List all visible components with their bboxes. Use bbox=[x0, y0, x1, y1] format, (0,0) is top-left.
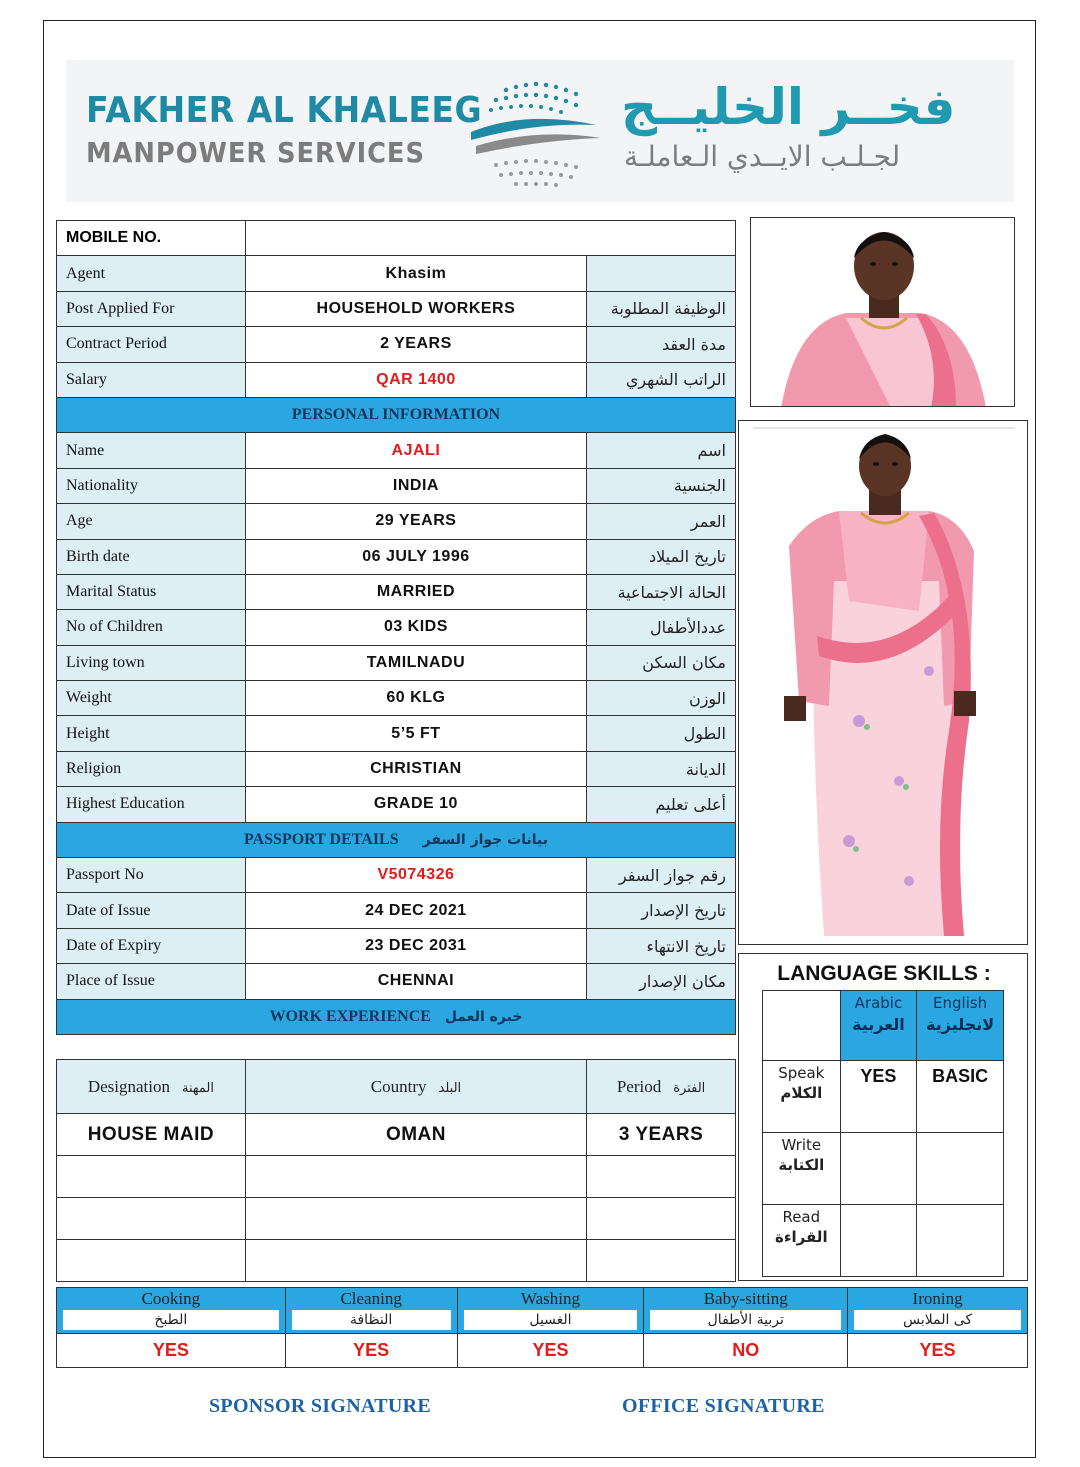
row-value: 03 KIDS bbox=[245, 610, 586, 645]
work-header-period bbox=[587, 1060, 736, 1114]
skill-value: YES bbox=[57, 1334, 286, 1368]
row-value: QAR 1400 bbox=[245, 362, 586, 397]
empty-cell bbox=[245, 1198, 586, 1240]
row-label: Date of Issue bbox=[57, 893, 246, 928]
row-value: CHENNAI bbox=[245, 964, 586, 999]
row-label-arabic: الوزن bbox=[587, 681, 736, 716]
language-column-arabic bbox=[840, 991, 917, 1061]
portrait-image bbox=[751, 218, 1015, 407]
candidate-full-photo bbox=[738, 420, 1028, 945]
row-label-arabic: مدة العقد bbox=[587, 327, 736, 362]
label-en: Read bbox=[782, 1208, 821, 1226]
section-title-ar: بيانات جواز السفر bbox=[422, 831, 548, 848]
work-header-country bbox=[245, 1060, 586, 1114]
skill-value: YES bbox=[848, 1334, 1028, 1368]
row-label: Religion bbox=[57, 751, 246, 786]
section-header-personal bbox=[57, 397, 736, 432]
skill-value: NO bbox=[644, 1334, 848, 1368]
row-value: GRADE 10 bbox=[245, 787, 586, 822]
info-row bbox=[57, 504, 736, 539]
column-en: English bbox=[933, 994, 988, 1012]
label-ar: الكلام bbox=[780, 1084, 823, 1102]
row-label-arabic: تاريخ الميلاد bbox=[587, 539, 736, 574]
section-header-passport bbox=[57, 822, 736, 857]
skills-table bbox=[56, 1287, 1028, 1368]
info-row bbox=[57, 964, 736, 999]
row-label-arabic bbox=[587, 256, 736, 291]
skill-name-arabic: النظافة bbox=[292, 1310, 451, 1330]
row-label-arabic: الجنسية bbox=[587, 468, 736, 503]
row-label: Age bbox=[57, 504, 246, 539]
row-value: CHRISTIAN bbox=[245, 751, 586, 786]
english-level: BASIC bbox=[917, 1061, 1004, 1133]
language-row-write bbox=[763, 1133, 1004, 1205]
info-row bbox=[57, 751, 736, 786]
row-label: Living town bbox=[57, 645, 246, 680]
mobile-value bbox=[245, 221, 735, 256]
label-en: Speak bbox=[778, 1064, 825, 1082]
header-ar: الفترة bbox=[673, 1080, 706, 1096]
info-row bbox=[57, 610, 736, 645]
row-label-arabic: تاريخ الانتهاء bbox=[587, 928, 736, 963]
empty-cell bbox=[245, 1240, 586, 1282]
language-skills-title: LANGUAGE SKILLS : bbox=[777, 962, 991, 985]
header-ar: المهنة bbox=[182, 1080, 214, 1096]
row-label-arabic: مكان الإصدار bbox=[587, 964, 736, 999]
brand-name-arabic: فخــر الخليــج bbox=[621, 78, 956, 136]
skill-name: Baby-sitting bbox=[703, 1289, 788, 1308]
skill-header bbox=[644, 1288, 848, 1334]
row-value: HOUSEHOLD WORKERS bbox=[245, 291, 586, 326]
section-header-work bbox=[57, 999, 736, 1034]
row-value: INDIA bbox=[245, 468, 586, 503]
header-en: Period bbox=[616, 1076, 662, 1096]
row-value: MARRIED bbox=[245, 574, 586, 609]
label-ar: القراءة bbox=[775, 1228, 828, 1246]
row-label: No of Children bbox=[57, 610, 246, 645]
row-value: 60 KLG bbox=[245, 681, 586, 716]
full-body-image bbox=[739, 421, 1028, 945]
skill-name: Ironing bbox=[912, 1289, 963, 1308]
language-header-row bbox=[763, 991, 1004, 1061]
info-row bbox=[57, 468, 736, 503]
table-row bbox=[57, 1114, 736, 1156]
row-label-arabic: اسم bbox=[587, 433, 736, 468]
skill-name-arabic: الطبخ bbox=[63, 1310, 279, 1330]
section-title bbox=[57, 999, 736, 1034]
info-row bbox=[57, 893, 736, 928]
row-value: 06 JULY 1996 bbox=[245, 539, 586, 574]
language-skills-table bbox=[762, 990, 1004, 1277]
section-title-ar: خبره العمل bbox=[444, 1008, 523, 1025]
language-row-speak bbox=[763, 1061, 1004, 1133]
office-signature-label: OFFICE SIGNATURE bbox=[622, 1395, 825, 1417]
row-label: Salary bbox=[57, 362, 246, 397]
row-value: AJALI bbox=[245, 433, 586, 468]
table-row bbox=[57, 1240, 736, 1282]
row-label: Date of Expiry bbox=[57, 928, 246, 963]
empty-cell bbox=[57, 1156, 246, 1198]
skill-header bbox=[848, 1288, 1028, 1334]
row-label-arabic: تاريخ الإصدار bbox=[587, 893, 736, 928]
section-title: PERSONAL INFORMATION bbox=[57, 397, 736, 432]
work-period: 3 YEARS bbox=[587, 1114, 736, 1156]
row-label-arabic: الطول bbox=[587, 716, 736, 751]
empty-cell bbox=[57, 1240, 246, 1282]
row-value: TAMILNADU bbox=[245, 645, 586, 680]
arabic-level: YES bbox=[840, 1061, 917, 1133]
company-logo-icon bbox=[466, 70, 606, 195]
info-row bbox=[57, 928, 736, 963]
mobile-label: MOBILE NO. bbox=[57, 221, 246, 256]
row-label: Place of Issue bbox=[57, 964, 246, 999]
section-title-en: PASSPORT DETAILS bbox=[244, 830, 399, 848]
row-label-arabic: الديانة bbox=[587, 751, 736, 786]
section-title-en: WORK EXPERIENCE bbox=[269, 1007, 431, 1025]
column-ar: لانجليزية bbox=[926, 1015, 995, 1034]
work-experience-table bbox=[56, 1059, 736, 1282]
english-level bbox=[917, 1205, 1004, 1277]
row-label: Marital Status bbox=[57, 574, 246, 609]
row-value: Khasim bbox=[245, 256, 586, 291]
table-row bbox=[57, 1198, 736, 1240]
info-row bbox=[57, 362, 736, 397]
row-value: 5’5 FT bbox=[245, 716, 586, 751]
brand-subtitle-arabic: لجـلـب الايــدي الـعاملـة bbox=[624, 140, 901, 173]
row-label bbox=[763, 1061, 841, 1133]
info-row bbox=[57, 327, 736, 362]
skill-name: Washing bbox=[520, 1289, 580, 1308]
skill-name: Cooking bbox=[141, 1289, 201, 1308]
row-label-arabic: العمر bbox=[587, 504, 736, 539]
candidate-portrait-photo bbox=[750, 217, 1015, 407]
row-label bbox=[763, 1205, 841, 1277]
row-label: Weight bbox=[57, 681, 246, 716]
label-en: Write bbox=[781, 1136, 822, 1154]
skills-value-row bbox=[57, 1334, 1028, 1368]
skill-header bbox=[457, 1288, 644, 1334]
language-column-english bbox=[917, 991, 1004, 1061]
row-value: 23 DEC 2031 bbox=[245, 928, 586, 963]
row-label: Nationality bbox=[57, 468, 246, 503]
info-row bbox=[57, 716, 736, 751]
skill-name-arabic: تربية الأطفال bbox=[650, 1310, 841, 1330]
column-en: Arabic bbox=[854, 994, 903, 1012]
english-level bbox=[917, 1133, 1004, 1205]
arabic-level bbox=[840, 1205, 917, 1277]
column-ar: العربية bbox=[852, 1015, 905, 1034]
row-label-arabic: أعلى تعليم bbox=[587, 787, 736, 822]
mobile-row bbox=[57, 221, 736, 256]
skills-header-row bbox=[57, 1288, 1028, 1334]
info-row bbox=[57, 539, 736, 574]
header-en: Designation bbox=[87, 1076, 170, 1096]
empty-cell bbox=[763, 991, 841, 1061]
language-row-read bbox=[763, 1205, 1004, 1277]
sponsor-signature-label: SPONSOR SIGNATURE bbox=[209, 1395, 431, 1417]
table-row bbox=[57, 1156, 736, 1198]
skill-name: Cleaning bbox=[340, 1289, 402, 1308]
header-ar: البلد bbox=[438, 1080, 462, 1096]
brand-name: FAKHER AL KHALEEG bbox=[86, 90, 483, 131]
row-label: Contract Period bbox=[57, 327, 246, 362]
row-label-arabic: رقم جواز السفر bbox=[587, 858, 736, 893]
info-row bbox=[57, 858, 736, 893]
info-row bbox=[57, 256, 736, 291]
row-value: 29 YEARS bbox=[245, 504, 586, 539]
row-label: Agent bbox=[57, 256, 246, 291]
skill-name-arabic: كى الملابس bbox=[854, 1310, 1021, 1330]
skill-header bbox=[57, 1288, 286, 1334]
row-label: Birth date bbox=[57, 539, 246, 574]
row-label bbox=[763, 1133, 841, 1205]
info-row bbox=[57, 787, 736, 822]
skill-header bbox=[285, 1288, 457, 1334]
row-value: V5074326 bbox=[245, 858, 586, 893]
skill-value: YES bbox=[457, 1334, 644, 1368]
row-label: Name bbox=[57, 433, 246, 468]
row-label: Highest Education bbox=[57, 787, 246, 822]
row-label-arabic: الراتب الشهري bbox=[587, 362, 736, 397]
work-header-row bbox=[57, 1060, 736, 1114]
info-row bbox=[57, 291, 736, 326]
skill-value: YES bbox=[285, 1334, 457, 1368]
row-label: Height bbox=[57, 716, 246, 751]
empty-cell bbox=[587, 1240, 736, 1282]
empty-cell bbox=[587, 1156, 736, 1198]
row-value: 24 DEC 2021 bbox=[245, 893, 586, 928]
row-label-arabic: مكان السكن bbox=[587, 645, 736, 680]
work-header-designation bbox=[57, 1060, 246, 1114]
info-row bbox=[57, 681, 736, 716]
candidate-info-table bbox=[56, 220, 736, 1035]
section-title bbox=[57, 822, 736, 857]
empty-cell bbox=[57, 1198, 246, 1240]
row-label-arabic: الوظيفة المطلوبة bbox=[587, 291, 736, 326]
info-row bbox=[57, 433, 736, 468]
row-label: Post Applied For bbox=[57, 291, 246, 326]
label-ar: الكتابة bbox=[778, 1156, 825, 1174]
row-label-arabic: الحالة الاجتماعية bbox=[587, 574, 736, 609]
info-row bbox=[57, 574, 736, 609]
brand-subtitle: MANPOWER SERVICES bbox=[86, 136, 425, 169]
empty-cell bbox=[587, 1198, 736, 1240]
header-en: Country bbox=[370, 1076, 427, 1096]
row-label: Passport No bbox=[57, 858, 246, 893]
work-designation: HOUSE MAID bbox=[57, 1114, 246, 1156]
row-label-arabic: عددالأطفال bbox=[587, 610, 736, 645]
work-country: OMAN bbox=[245, 1114, 586, 1156]
company-header bbox=[66, 60, 1014, 202]
info-row bbox=[57, 645, 736, 680]
row-value: 2 YEARS bbox=[245, 327, 586, 362]
skill-name-arabic: الغسيل bbox=[464, 1310, 638, 1330]
arabic-level bbox=[840, 1133, 917, 1205]
empty-cell bbox=[245, 1156, 586, 1198]
